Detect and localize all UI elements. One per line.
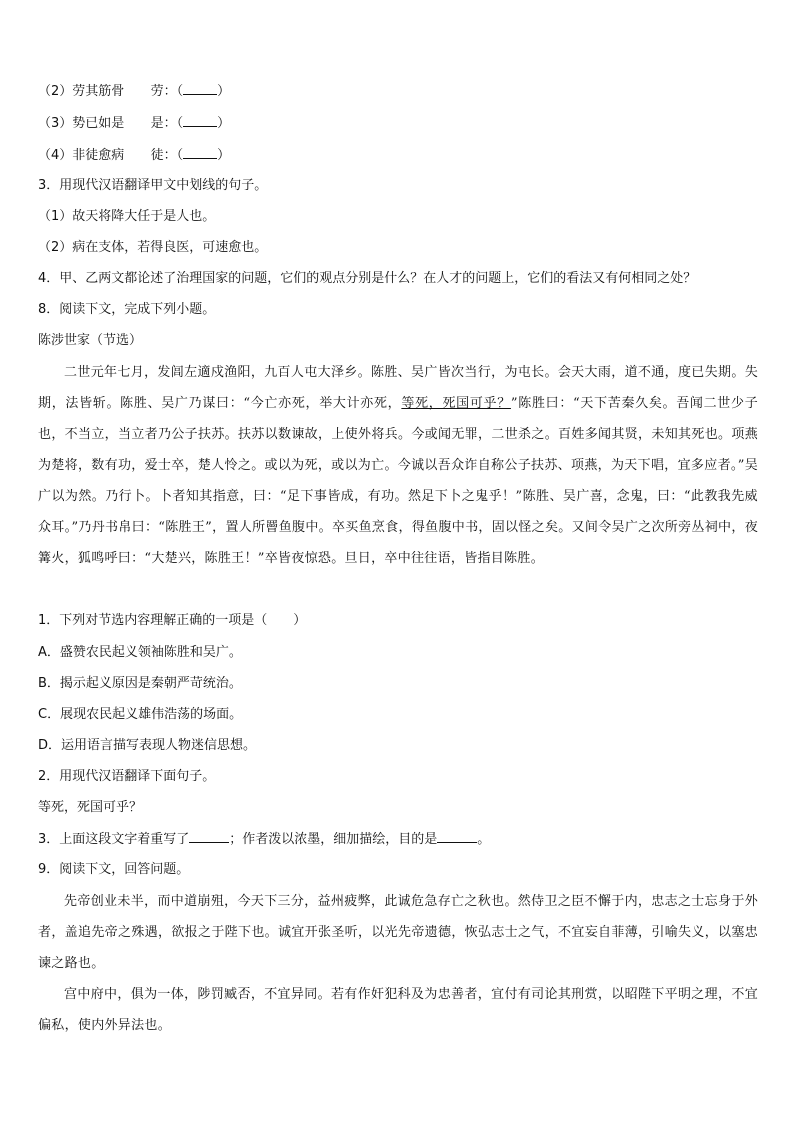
question-8-3-part-b: ；作者泼以浓墨，细加描绘，目的是 [229, 832, 438, 847]
question-8-2: 2．用现代汉语翻译下面句子。 [38, 769, 216, 784]
option-d[interactable]: D．运用语言描写表现人物迷信思想。 [38, 738, 257, 753]
passage-paragraph-2: 宫中府中，俱为一体，陟罚臧否，不宜异同。若有作奸犯科及为忠善者，宜付有司论其刑赏，以昭陛下平明之理，不宜偏私，使内外异法也。 [38, 987, 758, 1033]
q2-item-3-suffix: ） [217, 116, 231, 131]
passage-chen-she [38, 357, 758, 574]
question-3-2: （2）病在支体，若得良医，可速愈也。 [38, 240, 268, 255]
answer-blank[interactable] [183, 82, 217, 95]
passage-chu-shi-biao [38, 886, 758, 1041]
q2-item-3-prefix: （3）势已如是 [38, 116, 125, 131]
question-8-3-part-a: 3．上面这段文字着重写了 [38, 832, 190, 847]
answer-blank[interactable] [183, 114, 217, 127]
underlined-sentence: 等死，死国可乎？ [401, 396, 511, 411]
question-9: 9．阅读下文，回答问题。 [38, 862, 190, 877]
q2-item-2-word: 劳：（ [150, 84, 184, 99]
q2-item-3-word: 是：（ [150, 116, 184, 131]
question-8: 8．阅读下文，完成下列小题。 [38, 302, 216, 317]
q2-item-3 [38, 114, 756, 133]
answer-blank[interactable] [437, 830, 477, 843]
question-8-3 [38, 830, 756, 849]
translate-sentence: 等死，死国可乎？ [38, 800, 143, 815]
question-3: 3．用现代汉语翻译甲文中划线的句子。 [38, 178, 268, 193]
option-b[interactable]: B．揭示起义原因是秦朝严苛统治。 [38, 676, 242, 691]
question-8-1: 1．下列对节选内容理解正确的一项是（ ） [38, 613, 307, 628]
passage-text-b: ”陈胜曰：“天下苦秦久矣。吾闻二世少子也，不当立，当立者乃公子扶苏。扶苏以数谏故，上使外将兵。今或闻无罪，二世杀之。百姓多闻其贤，未知其死也。项燕为楚将，数有功，爱士卒，楚人怜之。或以为死，或以为亡。今诚以吾众诈自称公子扶苏、项燕，为天下唱，宜多应者。”吴广以为然。乃行卜。卜者知其指意，曰：“足下事皆成，有功。然足下卜之鬼乎！”陈胜、吴广喜，念鬼，曰：“此教我先威众耳。”乃丹书帛曰：“陈胜王”，置人所罾鱼腹中。卒买鱼烹食，得鱼腹中书，固以怪之矣。又间令吴广之次所旁丛祠中，夜篝火，狐鸣呼曰：“大楚兴，陈胜王！”卒皆夜惊恐。旦日，卒中往往语，皆指目陈胜。 [38, 396, 758, 566]
option-c[interactable]: C．展现农民起义雄伟浩荡的场面。 [38, 707, 243, 722]
q2-item-4-word: 徒：（ [150, 148, 184, 163]
q2-item-2-suffix: ） [217, 84, 231, 99]
passage-paragraph-1: 先帝创业未半，而中道崩殂，今天下三分，益州疲弊，此诚危急存亡之秋也。然侍卫之臣不懈于内，忠志之士忘身于外者，盖追先帝之殊遇，欲报之于陛下也。诚宜开张圣听，以光先帝遗德，恢弘志士之气，不宜妄自菲薄，引喻失义，以塞忠谏之路也。 [38, 894, 758, 971]
passage-title: 陈涉世家（节选） [38, 333, 143, 348]
question-8-3-part-c: 。 [477, 832, 491, 847]
passage-text-a: 二世元年七月，发闾左適戍渔阳，九百人屯大泽乡。陈胜、吴广皆次当行，为屯长。会天大雨，道不通，度已失期。失期，法皆斩。陈胜、吴广乃谋曰：“今亡亦死，举大计亦死， [38, 365, 758, 411]
question-4: 4．甲、乙两文都论述了治理国家的问题，它们的观点分别是什么？在人才的问题上，它们的看法又有何相同之处？ [38, 271, 697, 286]
answer-blank[interactable] [189, 830, 229, 843]
q2-item-2 [38, 82, 756, 101]
q2-item-4-suffix: ） [217, 148, 231, 163]
answer-blank[interactable] [183, 146, 217, 159]
question-3-1: （1）故天将降大任于是人也。 [38, 209, 216, 224]
q2-item-4-prefix: （4）非徒愈病 [38, 148, 125, 163]
option-a[interactable]: A．盛赞农民起义领袖陈胜和吴广。 [38, 645, 242, 660]
q2-item-4 [38, 146, 756, 165]
q2-item-2-prefix: （2）劳其筋骨 [38, 84, 125, 99]
